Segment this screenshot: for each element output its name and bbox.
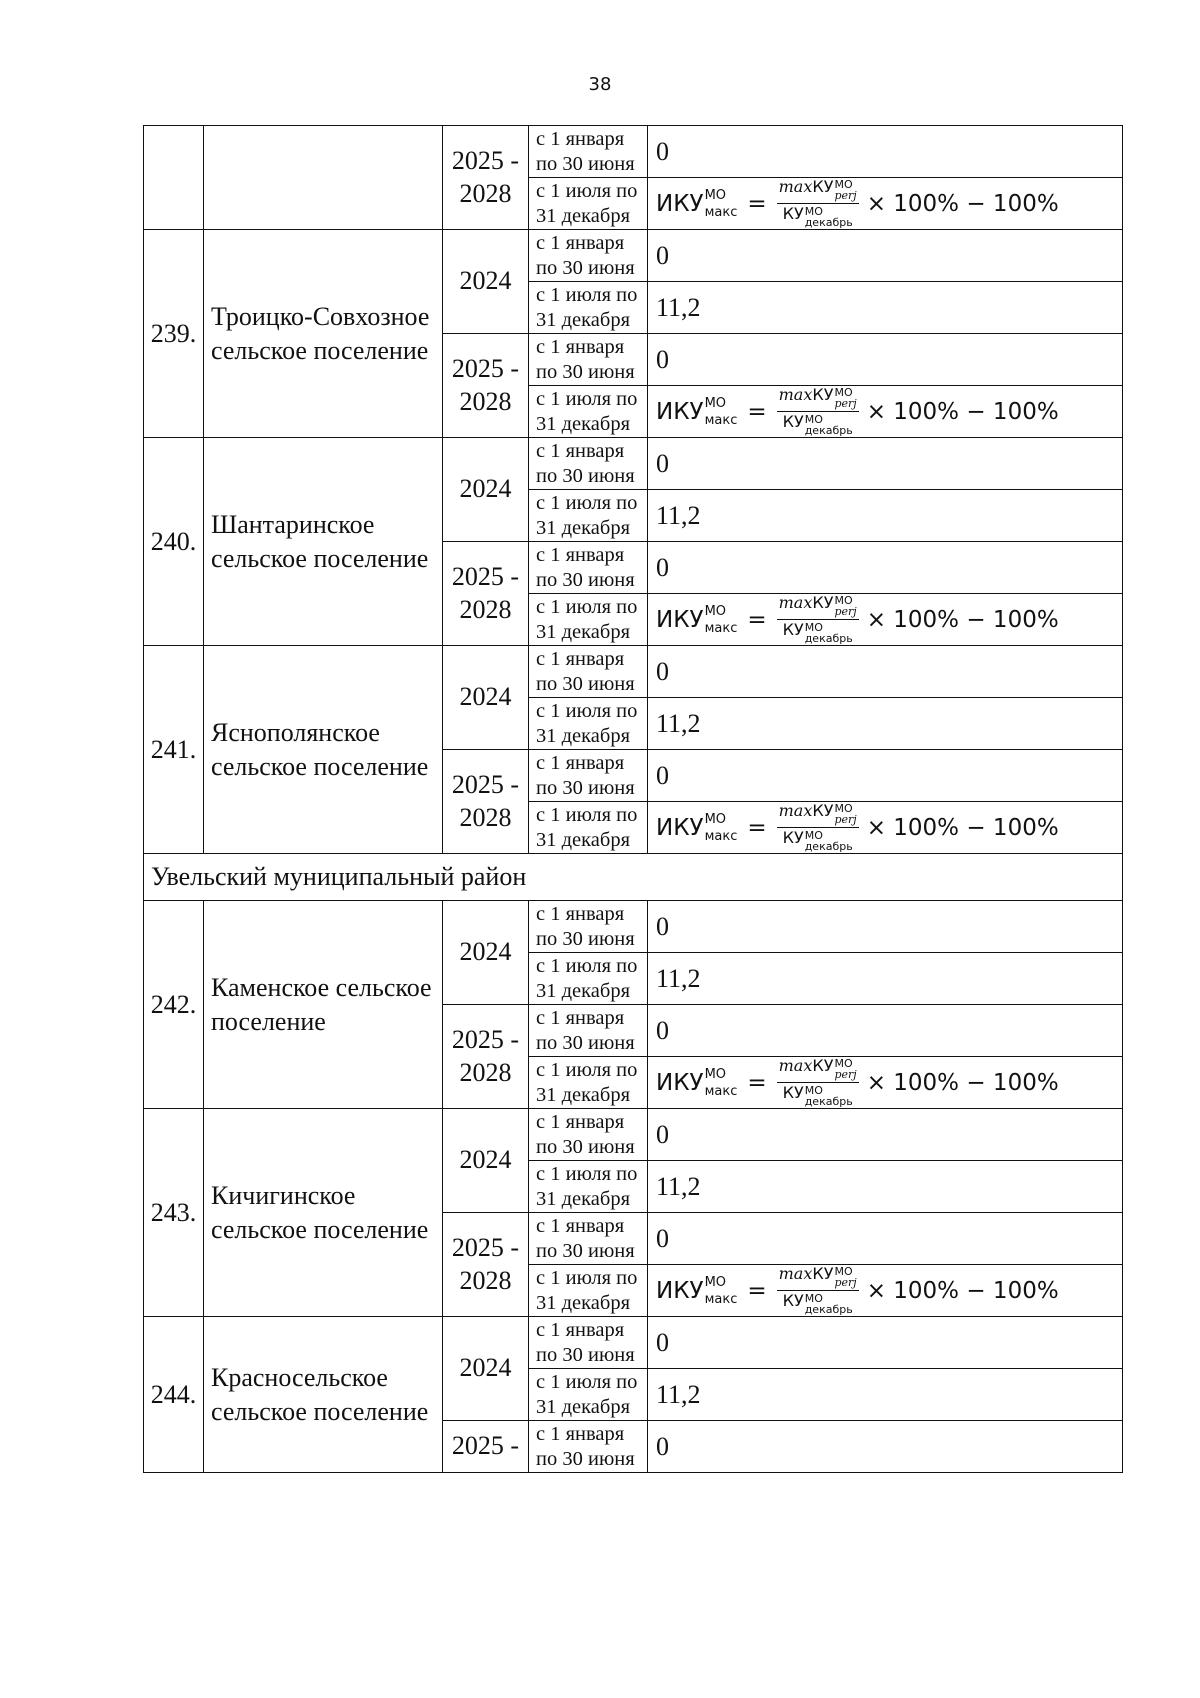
settlement-name: Яснополянское сельское поселение (204, 646, 443, 854)
value-cell: 0 (648, 750, 1123, 802)
formula-fraction (777, 1058, 859, 1107)
formula-cell (648, 1265, 1123, 1317)
formula-tail: × 100% − 100% (866, 190, 1059, 217)
formula-lhs-sup: МО (704, 1066, 727, 1082)
formula-fraction (777, 387, 859, 436)
period-cell: с 1 июля по 31 декабря (529, 490, 648, 542)
formula-fraction (777, 1266, 859, 1315)
year-cell: 2024 (443, 646, 529, 750)
formula-lhs-sup: МО (704, 395, 727, 411)
table-row (144, 230, 1123, 282)
row-number: 243. (144, 1109, 204, 1317)
period-cell: с 1 июля по 31 декабря (529, 282, 648, 334)
page-number: 38 (588, 74, 612, 95)
formula-denominator: КУ МО декабрь (782, 1291, 853, 1316)
formula-lhs: ИКУ (656, 190, 704, 217)
formula-tail: × 100% − 100% (866, 814, 1059, 841)
formula-lhs: ИКУ (656, 1069, 704, 1096)
formula-numerator: max КУ МО perj (778, 1056, 857, 1081)
index-formula (656, 1266, 1122, 1315)
row-number: 241. (144, 646, 204, 854)
indices-table (143, 125, 1123, 1473)
year-cell: 2025 - (443, 1421, 529, 1473)
year-cell: 2025 - 2028 (443, 542, 529, 646)
formula-lhs-sup: МО (704, 1274, 727, 1290)
num-cell-empty (144, 126, 204, 230)
row-number: 240. (144, 438, 204, 646)
table-row (144, 901, 1123, 953)
period-cell: с 1 января по 30 июня (529, 1005, 648, 1057)
period-cell: с 1 июля по 31 декабря (529, 1265, 648, 1317)
period-cell: с 1 июля по 31 декабря (529, 1057, 648, 1109)
formula-cell (648, 386, 1123, 438)
formula-equals: = (747, 1069, 767, 1096)
row-number: 244. (144, 1317, 204, 1473)
settlement-name: Шантаринское сельское поселение (204, 438, 443, 646)
year-cell: 2025 - 2028 (443, 750, 529, 854)
formula-denominator: КУ МО декабрь (782, 1083, 853, 1108)
period-cell: с 1 июля по 31 декабря (529, 698, 648, 750)
formula-denominator: КУ МО декабрь (782, 620, 853, 645)
formula-tail: × 100% − 100% (866, 398, 1059, 425)
formula-denominator: КУ МО декабрь (782, 828, 853, 853)
formula-lhs: ИКУ (656, 1277, 704, 1304)
formula-equals: = (747, 814, 767, 841)
period-cell: с 1 января по 30 июня (529, 901, 648, 953)
formula-fraction (777, 179, 859, 228)
formula-numerator: max КУ МО perj (778, 177, 857, 202)
row-number: 239. (144, 230, 204, 438)
formula-cell (648, 178, 1123, 230)
period-cell: с 1 июля по 31 декабря (529, 1161, 648, 1213)
value-cell: 11,2 (648, 490, 1123, 542)
formula-fraction (777, 595, 859, 644)
formula-numerator: max КУ МО perj (778, 385, 857, 410)
value-cell: 0 (648, 1317, 1123, 1369)
period-cell: с 1 января по 30 июня (529, 1213, 648, 1265)
period-cell: с 1 января по 30 июня (529, 646, 648, 698)
period-cell: с 1 января по 30 июня (529, 1421, 648, 1473)
value-cell: 11,2 (648, 1369, 1123, 1421)
value-cell: 0 (648, 230, 1123, 282)
period-cell: с 1 января по 30 июня (529, 1317, 648, 1369)
period-cell: с 1 июля по 31 декабря (529, 1369, 648, 1421)
year-cell: 2024 (443, 1317, 529, 1421)
table-row (144, 854, 1123, 901)
region-header: Увельский муниципальный район (144, 854, 1123, 901)
settlement-name: Троицко-Совхозное сельское поселение (204, 230, 443, 438)
row-number: 242. (144, 901, 204, 1109)
formula-cell (648, 594, 1123, 646)
value-cell: 11,2 (648, 282, 1123, 334)
year-cell: 2025 - 2028 (443, 1005, 529, 1109)
period-cell: с 1 января по 30 июня (529, 542, 648, 594)
formula-lhs-sup: МО (704, 811, 727, 827)
formula-denominator: КУ МО декабрь (782, 412, 853, 437)
year-cell: 2024 (443, 1109, 529, 1213)
year-cell: 2024 (443, 438, 529, 542)
index-formula (656, 595, 1122, 644)
value-cell: 0 (648, 646, 1123, 698)
period-cell: с 1 января по 30 июня (529, 1109, 648, 1161)
settlement-name: Красносельское сельское поселение (204, 1317, 443, 1473)
settlement-name: Кичигинское сельское поселение (204, 1109, 443, 1317)
period-cell: с 1 января по 30 июня (529, 438, 648, 490)
formula-lhs-sub: макс (704, 204, 738, 220)
index-formula (656, 179, 1122, 228)
value-cell: 0 (648, 334, 1123, 386)
formula-lhs-sub: макс (704, 828, 738, 844)
value-cell: 0 (648, 126, 1123, 178)
formula-numerator: max КУ МО perj (778, 1264, 857, 1289)
period-cell: с 1 января по 30 июня (529, 334, 648, 386)
period-cell: с 1 июля по 31 декабря (529, 802, 648, 854)
value-cell: 11,2 (648, 1161, 1123, 1213)
formula-lhs-sub: макс (704, 1083, 738, 1099)
formula-lhs: ИКУ (656, 398, 704, 425)
value-cell: 11,2 (648, 698, 1123, 750)
formula-lhs-sub: макс (704, 620, 738, 636)
value-cell: 0 (648, 1109, 1123, 1161)
formula-equals: = (747, 606, 767, 633)
formula-lhs-sub: макс (704, 412, 738, 428)
year-cell: 2025 - 2028 (443, 334, 529, 438)
index-formula (656, 803, 1122, 852)
year-cell: 2025 - 2028 (443, 126, 529, 230)
table-row (144, 646, 1123, 698)
formula-numerator: max КУ МО perj (778, 801, 857, 826)
formula-lhs: ИКУ (656, 814, 704, 841)
year-cell: 2025 - 2028 (443, 1213, 529, 1317)
formula-lhs-sub: макс (704, 1291, 738, 1307)
value-cell: 0 (648, 542, 1123, 594)
value-cell: 0 (648, 1213, 1123, 1265)
table-row (144, 126, 1123, 178)
table-row (144, 1317, 1123, 1369)
year-cell: 2024 (443, 901, 529, 1005)
value-cell: 0 (648, 438, 1123, 490)
formula-tail: × 100% − 100% (866, 1069, 1059, 1096)
index-formula (656, 1058, 1122, 1107)
formula-cell (648, 1057, 1123, 1109)
formula-equals: = (747, 1277, 767, 1304)
formula-fraction (777, 803, 859, 852)
settlement-name: Каменское сельское поселение (204, 901, 443, 1109)
value-cell: 11,2 (648, 953, 1123, 1005)
value-cell: 0 (648, 1005, 1123, 1057)
period-cell: с 1 января по 30 июня (529, 750, 648, 802)
formula-denominator: КУ МО декабрь (782, 204, 853, 229)
formula-lhs-sup: МО (704, 603, 727, 619)
index-formula (656, 387, 1122, 436)
period-cell: с 1 июля по 31 декабря (529, 594, 648, 646)
formula-tail: × 100% − 100% (866, 1277, 1059, 1304)
formula-lhs: ИКУ (656, 606, 704, 633)
period-cell: с 1 июля по 31 декабря (529, 178, 648, 230)
formula-equals: = (747, 398, 767, 425)
name-cell-empty (204, 126, 443, 230)
formula-equals: = (747, 190, 767, 217)
table-row (144, 438, 1123, 490)
value-cell: 0 (648, 1421, 1123, 1473)
period-cell: с 1 января по 30 июня (529, 126, 648, 178)
value-cell: 0 (648, 901, 1123, 953)
formula-lhs-sup: МО (704, 187, 727, 203)
period-cell: с 1 июля по 31 декабря (529, 953, 648, 1005)
formula-tail: × 100% − 100% (866, 606, 1059, 633)
formula-cell (648, 802, 1123, 854)
year-cell: 2024 (443, 230, 529, 334)
period-cell: с 1 июля по 31 декабря (529, 386, 648, 438)
formula-numerator: max КУ МО perj (778, 593, 857, 618)
period-cell: с 1 января по 30 июня (529, 230, 648, 282)
table-row (144, 1109, 1123, 1161)
